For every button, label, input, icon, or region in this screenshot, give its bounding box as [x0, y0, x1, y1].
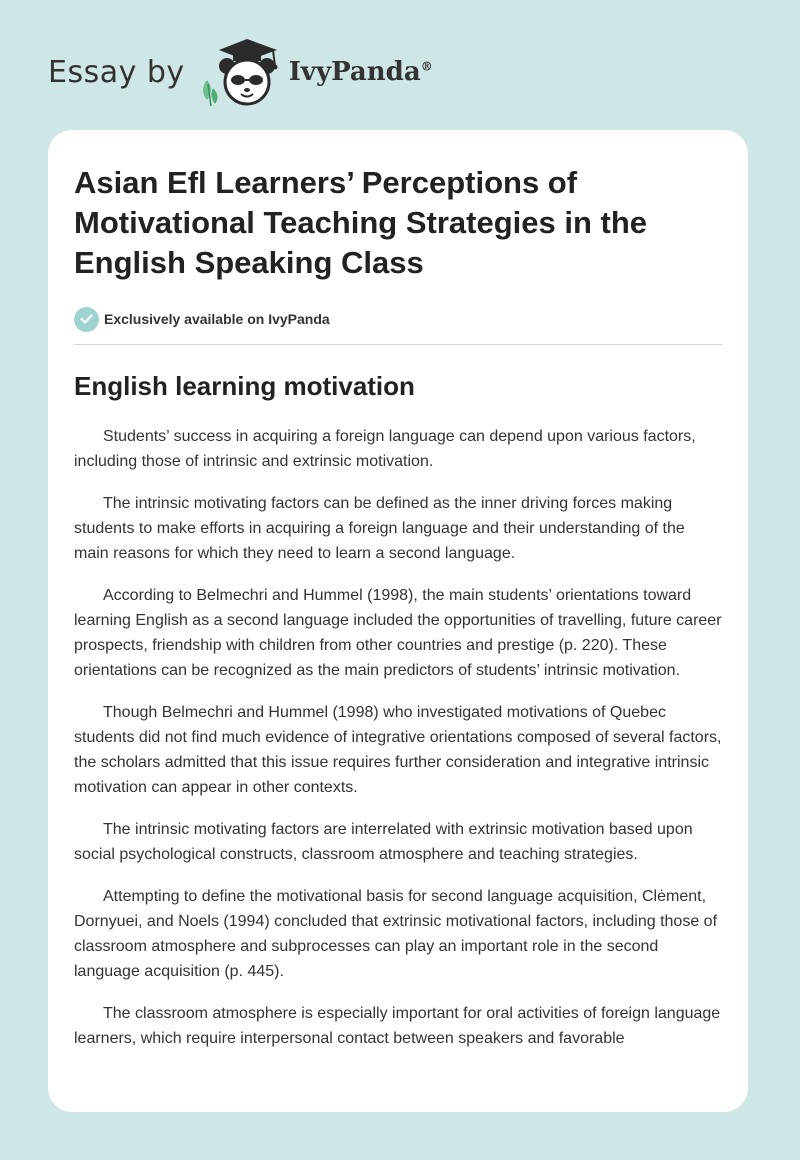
exclusive-label: Exclusively available on IvyPanda — [104, 311, 330, 327]
brand-header — [48, 36, 433, 108]
exclusive-notice — [74, 306, 722, 332]
paragraph: The intrinsic motivating factors are interrelated with extrinsic motivation based upon social psychological constructs, classroom atmosphere and teaching strategies. — [74, 821, 693, 863]
section-heading: English learning motivation — [74, 371, 415, 401]
essay-card — [48, 130, 748, 1112]
essay-title: Asian Efl Learners’ Perceptions of Motivational Teaching Strategies in the English Speaking Class — [74, 165, 648, 280]
panda-graduate-icon — [197, 36, 289, 108]
registered-mark: ® — [420, 59, 433, 74]
brand-name — [289, 57, 433, 87]
paragraph: According to Belmechri and Hummel (1998), the main students’ orientations toward learning English as a second language included the opportunities of travelling, future career prospects, friendship with children from other countries and prestige (p. 220). These orientations can be recognized as the main predictors of students’ intrinsic motivation. — [74, 587, 722, 679]
brand-name-text: IvyPanda — [288, 57, 421, 87]
paragraph: The classroom atmosphere is especially important for oral activities of foreign language learners, which require interpersonal contact between speakers and favorable — [74, 1005, 721, 1047]
paragraph: Students’ success in acquiring a foreign language can depend upon various factors, including those of intrinsic and extrinsic motivation. — [74, 428, 696, 470]
essay-content — [48, 130, 748, 1051]
paragraph: The intrinsic motivating factors can be defined as the inner driving forces making students to make efforts in acquiring a foreign language and their understanding of the main reasons for which they need to learn a second language. — [74, 495, 685, 562]
paragraph: Attempting to define the motivational basis for second language acquisition, Clėment, Dornyuei, and Noels (1994) concluded that extrinsic motivational factors, including those of classroom atmosphere and subprocesses can play an important role in the second language acquisition (p. 445). — [74, 888, 718, 980]
divider — [74, 344, 722, 345]
essay-body — [74, 424, 722, 1051]
check-circle-icon — [74, 307, 99, 332]
paragraph: Though Belmechri and Hummel (1998) who investigated motivations of Quebec students did not find much evidence of integrative orientations composed of several factors, the scholars admitted that this issue requires further consideration and integrative intrinsic motivation can appear in other contexts. — [74, 704, 722, 796]
brand-prefix: Essay by — [48, 54, 185, 90]
